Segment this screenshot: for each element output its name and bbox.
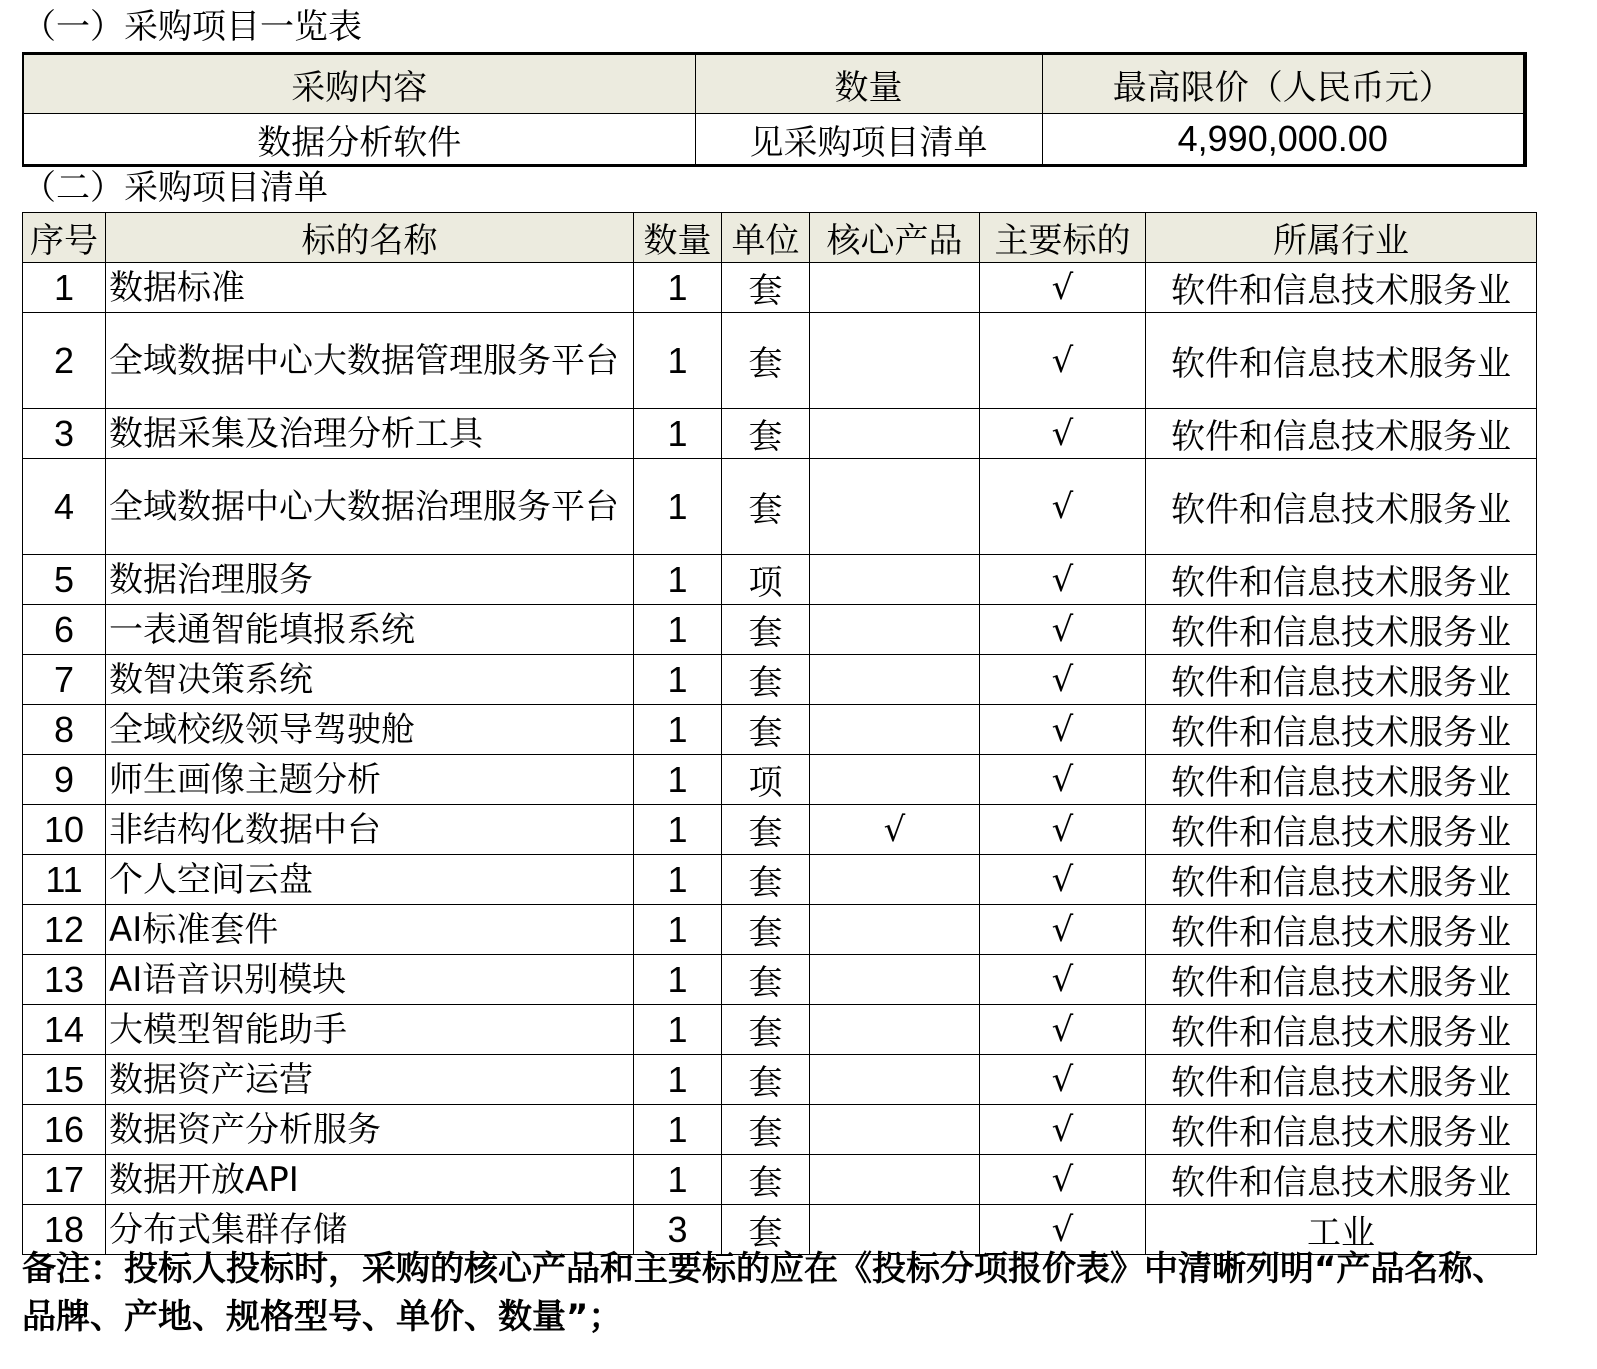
- cell-core-product: [810, 1055, 980, 1105]
- table-row: [23, 555, 1537, 605]
- cell-industry: 软件和信息技术服务业: [1146, 263, 1537, 313]
- section-title-overview: （一）采购项目一览表: [22, 7, 362, 47]
- table-row: [23, 605, 1537, 655]
- cell-max-price: 4,990,000.00: [1042, 114, 1525, 166]
- cell-core-product: [810, 263, 980, 313]
- cell-no: 5: [23, 555, 106, 605]
- cell-unit: 项: [722, 555, 810, 605]
- cell-main-item: √: [980, 263, 1146, 313]
- cell-no: 8: [23, 705, 106, 755]
- cell-core-product: [810, 409, 980, 459]
- table-row: [23, 805, 1537, 855]
- cell-qty: 1: [634, 955, 722, 1005]
- cell-name: 数据开放API: [106, 1155, 634, 1205]
- cell-no: 15: [23, 1055, 106, 1105]
- cell-name: AI语音识别模块: [106, 955, 634, 1005]
- cell-main-item: √: [980, 755, 1146, 805]
- header-quantity: 数量: [695, 54, 1042, 114]
- table-row: [23, 855, 1537, 905]
- cell-qty: 1: [634, 409, 722, 459]
- cell-industry: 软件和信息技术服务业: [1146, 855, 1537, 905]
- cell-name: 数据资产分析服务: [106, 1105, 634, 1155]
- cell-industry: 软件和信息技术服务业: [1146, 655, 1537, 705]
- table-row: [23, 1005, 1537, 1055]
- cell-unit: 套: [722, 655, 810, 705]
- cell-industry: 工业: [1146, 1205, 1537, 1255]
- cell-main-item: √: [980, 1205, 1146, 1255]
- table-row: [23, 905, 1537, 955]
- cell-unit: 套: [722, 313, 810, 409]
- cell-unit: 项: [722, 755, 810, 805]
- cell-no: 2: [23, 313, 106, 409]
- cell-qty: 1: [634, 855, 722, 905]
- cell-qty: 3: [634, 1205, 722, 1255]
- table-row: [23, 755, 1537, 805]
- cell-core-product: [810, 955, 980, 1005]
- cell-name: 非结构化数据中台: [106, 805, 634, 855]
- cell-no: 14: [23, 1005, 106, 1055]
- cell-qty: 1: [634, 459, 722, 555]
- header-main-item: 主要标的: [980, 213, 1146, 263]
- cell-industry: 软件和信息技术服务业: [1146, 1005, 1537, 1055]
- cell-quantity: 见采购项目清单: [695, 114, 1042, 166]
- cell-name: 个人空间云盘: [106, 855, 634, 905]
- cell-no: 4: [23, 459, 106, 555]
- cell-name: 数据治理服务: [106, 555, 634, 605]
- remark-note: 备注：投标人投标时，采购的核心产品和主要标的应在《投标分项报价表》中清晰列明“产品名称、品牌、产地、规格型号、单价、数量”；: [22, 1249, 1507, 1337]
- cell-name: 一表通智能填报系统: [106, 605, 634, 655]
- cell-core-product: [810, 705, 980, 755]
- cell-core-product: [810, 755, 980, 805]
- cell-unit: 套: [722, 1005, 810, 1055]
- cell-no: 7: [23, 655, 106, 705]
- cell-core-product: [810, 905, 980, 955]
- cell-industry: 软件和信息技术服务业: [1146, 1105, 1537, 1155]
- procurement-list-table: [22, 212, 1537, 1255]
- cell-core-product: [810, 1005, 980, 1055]
- cell-industry: 软件和信息技术服务业: [1146, 555, 1537, 605]
- cell-industry: 软件和信息技术服务业: [1146, 955, 1537, 1005]
- cell-core-product: [810, 655, 980, 705]
- cell-industry: 软件和信息技术服务业: [1146, 1155, 1537, 1205]
- table-header-row: [23, 54, 1525, 114]
- cell-unit: 套: [722, 263, 810, 313]
- cell-no: 10: [23, 805, 106, 855]
- header-qty: 数量: [634, 213, 722, 263]
- cell-main-item: √: [980, 905, 1146, 955]
- cell-main-item: √: [980, 805, 1146, 855]
- cell-qty: 1: [634, 705, 722, 755]
- cell-no: 9: [23, 755, 106, 805]
- cell-main-item: √: [980, 313, 1146, 409]
- cell-core-product: [810, 313, 980, 409]
- cell-core-product: [810, 1105, 980, 1155]
- cell-no: 18: [23, 1205, 106, 1255]
- cell-core-product: [810, 555, 980, 605]
- cell-name: AI标准套件: [106, 905, 634, 955]
- cell-main-item: √: [980, 1105, 1146, 1155]
- cell-core-product: [810, 855, 980, 905]
- cell-industry: 软件和信息技术服务业: [1146, 805, 1537, 855]
- cell-unit: 套: [722, 1105, 810, 1155]
- cell-name: 数据采集及治理分析工具: [106, 409, 634, 459]
- cell-industry: 软件和信息技术服务业: [1146, 459, 1537, 555]
- table-row: [23, 263, 1537, 313]
- table-row: [23, 705, 1537, 755]
- cell-no: 13: [23, 955, 106, 1005]
- cell-qty: 1: [634, 1155, 722, 1205]
- cell-qty: 1: [634, 805, 722, 855]
- cell-unit: 套: [722, 955, 810, 1005]
- cell-name: 数据资产运营: [106, 1055, 634, 1105]
- cell-main-item: √: [980, 655, 1146, 705]
- header-core-product: 核心产品: [810, 213, 980, 263]
- header-max-price: 最高限价（人民币元）: [1042, 54, 1525, 114]
- cell-unit: 套: [722, 459, 810, 555]
- cell-name: 分布式集群存储: [106, 1205, 634, 1255]
- section-title-list: （二）采购项目清单: [22, 168, 328, 208]
- table-row: [23, 655, 1537, 705]
- cell-main-item: √: [980, 1055, 1146, 1105]
- table-row: [23, 1105, 1537, 1155]
- cell-name: 全域校级领导驾驶舱: [106, 705, 634, 755]
- cell-industry: 软件和信息技术服务业: [1146, 1055, 1537, 1105]
- table-row: [23, 1055, 1537, 1105]
- header-content: 采购内容: [23, 54, 695, 114]
- procurement-overview-table: [22, 52, 1527, 167]
- cell-no: 11: [23, 855, 106, 905]
- header-industry: 所属行业: [1146, 213, 1537, 263]
- cell-name: 师生画像主题分析: [106, 755, 634, 805]
- cell-unit: 套: [722, 1155, 810, 1205]
- cell-no: 1: [23, 263, 106, 313]
- cell-industry: 软件和信息技术服务业: [1146, 605, 1537, 655]
- cell-qty: 1: [634, 755, 722, 805]
- cell-unit: 套: [722, 705, 810, 755]
- table-row: [23, 459, 1537, 555]
- header-no: 序号: [23, 213, 106, 263]
- cell-unit: 套: [722, 1205, 810, 1255]
- cell-qty: 1: [634, 313, 722, 409]
- cell-qty: 1: [634, 605, 722, 655]
- cell-unit: 套: [722, 409, 810, 459]
- cell-name: 数据标准: [106, 263, 634, 313]
- header-name: 标的名称: [106, 213, 634, 263]
- cell-unit: 套: [722, 855, 810, 905]
- cell-core-product: [810, 459, 980, 555]
- cell-no: 12: [23, 905, 106, 955]
- cell-main-item: √: [980, 855, 1146, 905]
- cell-main-item: √: [980, 1155, 1146, 1205]
- table-row: [23, 313, 1537, 409]
- cell-name: 全域数据中心大数据管理服务平台: [106, 313, 634, 409]
- cell-core-product: [810, 1155, 980, 1205]
- cell-main-item: √: [980, 555, 1146, 605]
- cell-unit: 套: [722, 805, 810, 855]
- cell-main-item: √: [980, 1005, 1146, 1055]
- cell-unit: 套: [722, 605, 810, 655]
- cell-name: 大模型智能助手: [106, 1005, 634, 1055]
- cell-no: 16: [23, 1105, 106, 1155]
- cell-qty: 1: [634, 905, 722, 955]
- cell-industry: 软件和信息技术服务业: [1146, 313, 1537, 409]
- cell-core-product: √: [810, 805, 980, 855]
- cell-no: 6: [23, 605, 106, 655]
- table-row: [23, 955, 1537, 1005]
- cell-content: 数据分析软件: [23, 114, 695, 166]
- cell-industry: 软件和信息技术服务业: [1146, 905, 1537, 955]
- cell-qty: 1: [634, 1005, 722, 1055]
- cell-qty: 1: [634, 263, 722, 313]
- cell-main-item: √: [980, 705, 1146, 755]
- cell-main-item: √: [980, 409, 1146, 459]
- cell-industry: 软件和信息技术服务业: [1146, 705, 1537, 755]
- table-header-row: [23, 213, 1537, 263]
- cell-qty: 1: [634, 1105, 722, 1155]
- cell-unit: 套: [722, 905, 810, 955]
- cell-industry: 软件和信息技术服务业: [1146, 409, 1537, 459]
- cell-no: 3: [23, 409, 106, 459]
- table-row: [23, 1155, 1537, 1205]
- cell-name: 全域数据中心大数据治理服务平台: [106, 459, 634, 555]
- cell-qty: 1: [634, 1055, 722, 1105]
- cell-main-item: √: [980, 605, 1146, 655]
- table-row: [23, 409, 1537, 459]
- cell-unit: 套: [722, 1055, 810, 1105]
- cell-qty: 1: [634, 555, 722, 605]
- table-row: [23, 114, 1525, 166]
- header-unit: 单位: [722, 213, 810, 263]
- cell-industry: 软件和信息技术服务业: [1146, 755, 1537, 805]
- cell-no: 17: [23, 1155, 106, 1205]
- cell-main-item: √: [980, 955, 1146, 1005]
- cell-name: 数智决策系统: [106, 655, 634, 705]
- cell-core-product: [810, 605, 980, 655]
- cell-main-item: √: [980, 459, 1146, 555]
- cell-qty: 1: [634, 655, 722, 705]
